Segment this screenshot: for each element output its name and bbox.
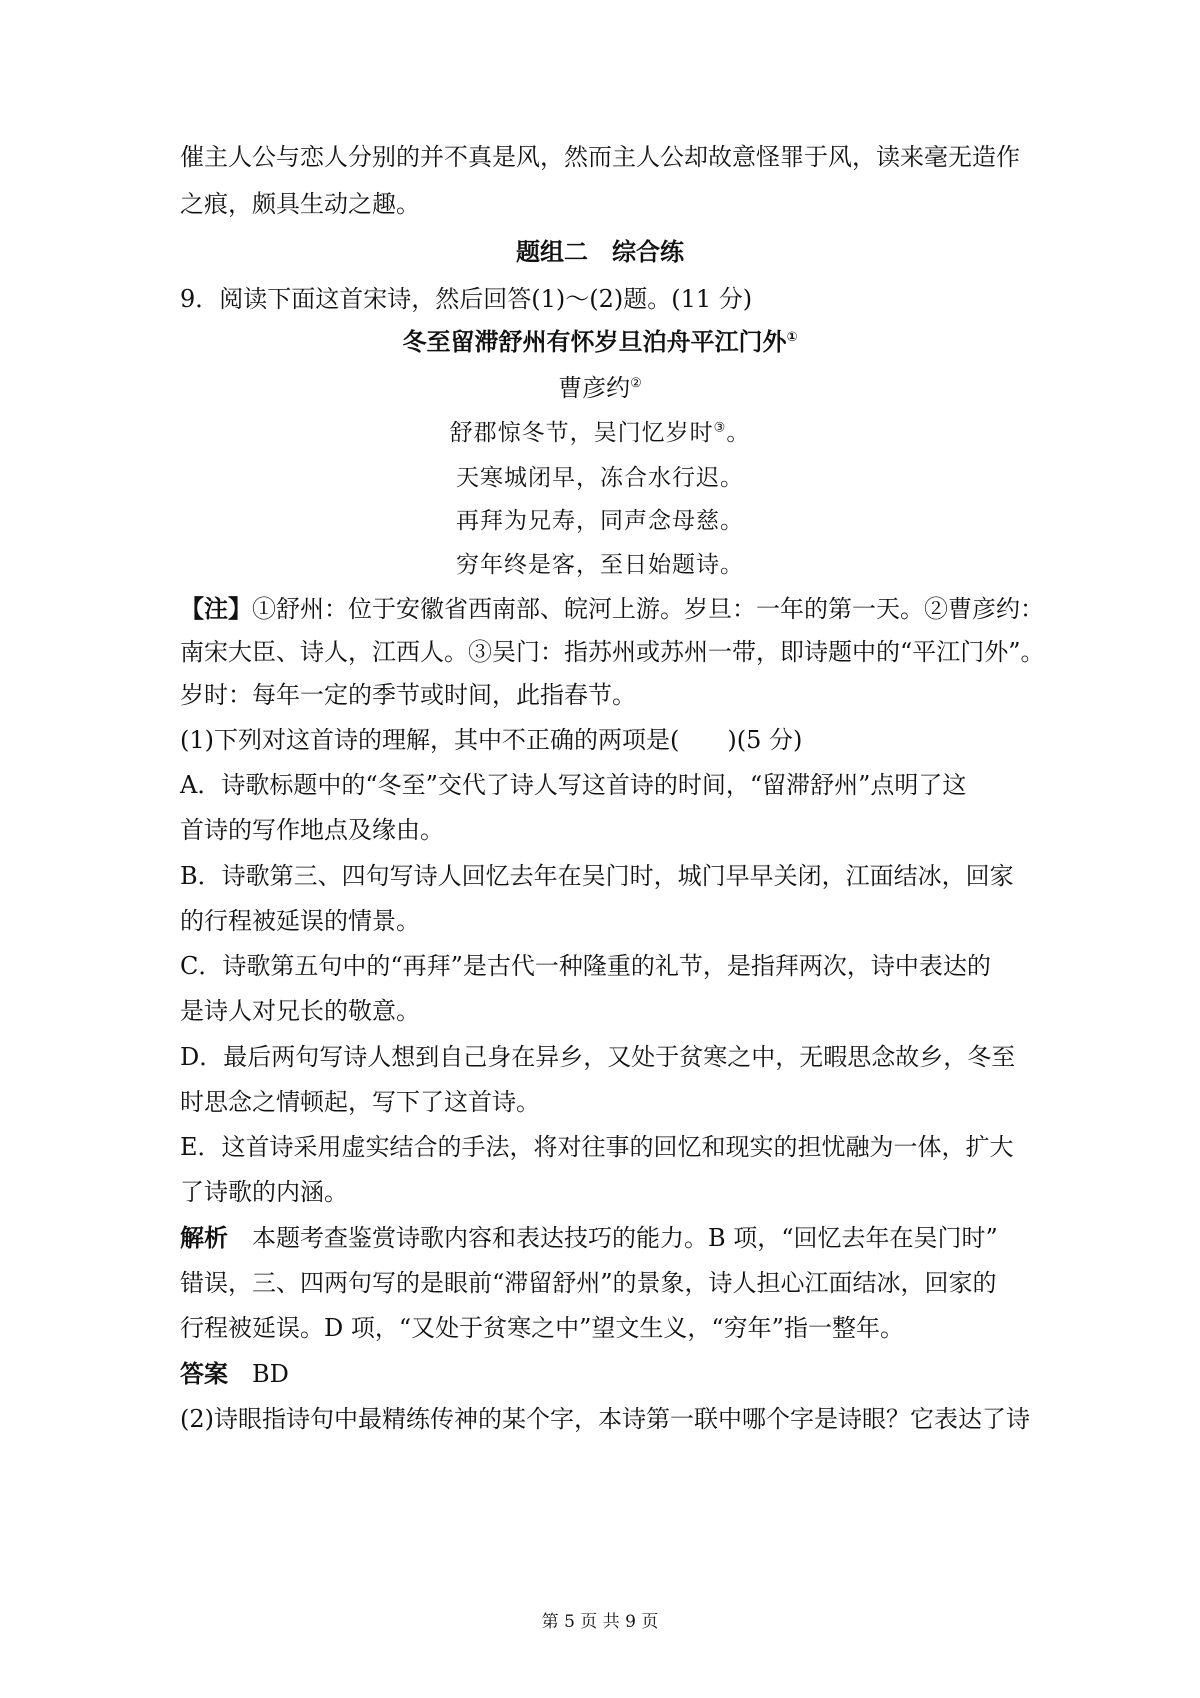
analysis-line-2: 错误，三、四两句写的是眼前“滞留舒州”的景象，诗人担心江面结冰，回家的 <box>180 1269 997 1297</box>
sub-question-1-prompt: (1)下列对这首诗的理解，其中不正确的两项是( )(5 分) <box>180 726 803 754</box>
notes-line-1 <box>180 592 1044 626</box>
analysis-line-3: 行程被延误。D 项，“又处于贫寒之中”望文生义，“穷年”指一整年。 <box>180 1314 904 1342</box>
footnote-marker: ① <box>786 330 798 345</box>
poem-line: 穷年终是客，至日始题诗。 <box>456 552 744 578</box>
answer-line <box>180 1357 1040 1391</box>
sub-question-2-prompt: (2)诗眼指诗句中最精练传神的某个字，本诗第一联中哪个字是诗眼？它表达了诗 <box>180 1405 1030 1433</box>
footnote-marker: ② <box>630 376 642 391</box>
intro-line-2: 之痕，颇具生动之趣。 <box>180 190 420 218</box>
notes-text: ①舒州：位于安徽省西南部、皖河上游。岁旦：一年的第一天。②曹彦约： <box>252 595 1044 623</box>
answer-value: BD <box>228 1360 289 1388</box>
option-b-line-2: 的行程被延误的情景。 <box>180 907 420 935</box>
option-d-line-1: D．最后两句写诗人想到自己身在异乡，又处于贫寒之中，无暇思念故乡，冬至 <box>180 1043 1016 1071</box>
footnote-marker: ③ <box>713 420 727 436</box>
poem-line <box>0 416 1200 450</box>
poem-line-text: 舒郡惊冬节，吴门忆岁时 <box>449 420 714 446</box>
question-9-stem: 9．阅读下面这首宋诗，然后回答(1)～(2)题。(11 分) <box>180 285 753 313</box>
option-e-line-1: E．这首诗采用虚实结合的手法，将对往事的回忆和现实的担忧融为一体，扩大 <box>180 1133 1014 1161</box>
poem-title-text: 冬至留滞舒州有怀岁旦泊舟平江门外 <box>402 328 787 356</box>
poem-author-name: 曹彦约 <box>558 374 631 402</box>
page-footer: 第 5 页 共 9 页 <box>541 1612 659 1632</box>
notes-line-2: 南宋大臣、诗人，江西人。③吴门：指苏州或苏州一带，即诗题中的“平江门外”。 <box>180 638 1045 666</box>
option-c-line-1: C．诗歌第五句中的“再拜”是古代一种隆重的礼节，是指拜两次，诗中表达的 <box>180 952 991 980</box>
notes-label: 【注】 <box>180 595 252 623</box>
option-b-line-1: B．诗歌第三、四句写诗人回忆去年在吴门时，城门早早关闭，江面结冰，回家 <box>180 862 1014 890</box>
analysis-line-1 <box>180 1221 1040 1255</box>
option-a-line-2: 首诗的写作地点及缘由。 <box>180 816 444 844</box>
option-a-line-1: A．诗歌标题中的“冬至”交代了诗人写这首诗的时间，“留滞舒州”点明了这 <box>180 771 967 799</box>
option-d-line-2: 时思念之情顿起，写下了这首诗。 <box>180 1088 540 1116</box>
option-c-line-2: 是诗人对兄长的敬意。 <box>180 997 420 1025</box>
notes-line-3: 岁时：每年一定的季节或时间，此指春节。 <box>180 681 636 709</box>
poem-line-tail: 。 <box>726 420 751 446</box>
poem-line: 再拜为兄寿，同声念母慈。 <box>456 508 744 534</box>
analysis-label: 解析 <box>180 1224 228 1252</box>
poem-line: 天寒城闭早，冻合水行迟。 <box>456 465 744 491</box>
poem-title <box>0 325 1200 359</box>
option-e-line-2: 了诗歌的内涵。 <box>180 1178 348 1206</box>
poem-author <box>0 371 1200 405</box>
analysis-text: 本题考查鉴赏诗歌内容和表达技巧的能力。B 项，“回忆去年在吴门时” <box>228 1224 998 1252</box>
intro-line-1: 催主人公与恋人分别的并不真是风，然而主人公却故意怪罪于风，读来毫无造作 <box>180 143 1020 171</box>
answer-label: 答案 <box>180 1360 228 1388</box>
section-title: 题组二 综合练 <box>516 238 684 266</box>
